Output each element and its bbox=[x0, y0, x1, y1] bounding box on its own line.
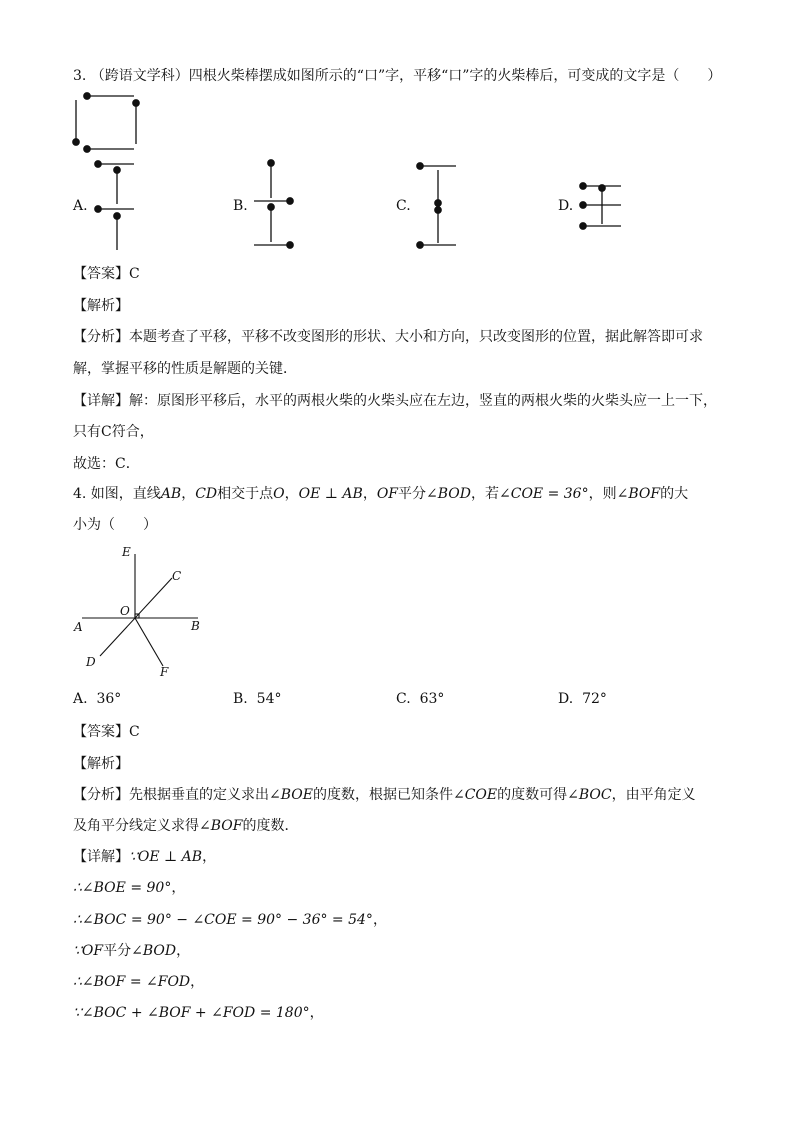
q3-xiangjie: 【详解】解：原图形平移后，水平的两根火柴的火柴头应在左边，竖直的两根火柴的火柴头应一上一下， bbox=[73, 393, 717, 409]
q3-analysis-title: 【解析】 bbox=[73, 298, 129, 314]
q4-step-1: 【详解】∵OE ⊥ AB， bbox=[73, 849, 217, 865]
q4-step-2: ∴∠BOE = 90°， bbox=[73, 880, 186, 896]
label-c: C bbox=[172, 569, 182, 583]
label-e: E bbox=[122, 545, 131, 559]
q3-xiangjie-cont: 只有C符合， bbox=[73, 424, 154, 440]
q3-option-b-figure bbox=[248, 155, 298, 253]
label-f: F bbox=[160, 665, 169, 679]
q3-fenxi-cont: 解，掌握平移的性质是解题的关键． bbox=[73, 361, 297, 377]
label-b: B bbox=[191, 619, 200, 633]
label-d: D bbox=[86, 655, 96, 669]
q4-geometry-figure bbox=[68, 540, 218, 682]
q4-stem: 4. 如图，直线AB，CD相交于点O，OE ⊥ AB，OF平分∠BOD，若∠COE = 36°，则∠BOF的大 bbox=[73, 486, 689, 502]
q3-option-a-label: A. bbox=[73, 198, 88, 214]
q4-option-d: D. 72° bbox=[558, 691, 607, 707]
q4-step-3: ∴∠BOC = 90° − ∠COE = 90° − 36° = 54°， bbox=[73, 912, 387, 928]
q3-option-c-figure bbox=[412, 158, 462, 256]
q3-option-a-figure bbox=[88, 158, 138, 256]
q4-fenxi: 【分析】先根据垂直的定义求出∠BOE的度数，根据已知条件∠COE的度数可得∠BOC，由平角定义 bbox=[73, 787, 696, 803]
q4-stem-cont: 小为（ ） bbox=[73, 517, 157, 533]
q3-option-c-label: C. bbox=[396, 198, 411, 214]
q3-original-figure bbox=[68, 88, 148, 158]
q3-answer: 【答案】C bbox=[73, 266, 140, 282]
q4-fenxi-cont: 及角平分线定义求得∠BOF的度数． bbox=[73, 818, 299, 834]
q3-stem: 3. （跨语文学科）四根火柴棒摆成如图所示的“口”字，平移“口”字的火柴棒后，可变成的文字是（ ） bbox=[73, 68, 722, 84]
q3-choose: 故选：C． bbox=[73, 456, 140, 472]
q4-analysis-title: 【解析】 bbox=[73, 756, 129, 772]
q4-option-c: C. 63° bbox=[396, 691, 445, 707]
q4-option-a: A. 36° bbox=[73, 691, 122, 707]
q4-step-5: ∴∠BOF = ∠FOD， bbox=[73, 974, 205, 990]
q3-option-b-label: B. bbox=[233, 198, 248, 214]
label-a: A bbox=[74, 620, 83, 634]
q4-step-4: ∵OF平分∠BOD， bbox=[73, 943, 191, 959]
q4-answer: 【答案】C bbox=[73, 724, 140, 740]
label-o: O bbox=[120, 604, 130, 618]
q3-option-d-figure bbox=[576, 178, 626, 234]
q4-option-b: B. 54° bbox=[233, 691, 282, 707]
q3-fenxi: 【分析】本题考查了平移，平移不改变图形的形状、大小和方向，只改变图形的位置，据此解答即可求 bbox=[73, 329, 703, 345]
q3-option-d-label: D. bbox=[558, 198, 574, 214]
q4-step-6: ∵∠BOC + ∠BOF + ∠FOD = 180°， bbox=[73, 1005, 324, 1021]
